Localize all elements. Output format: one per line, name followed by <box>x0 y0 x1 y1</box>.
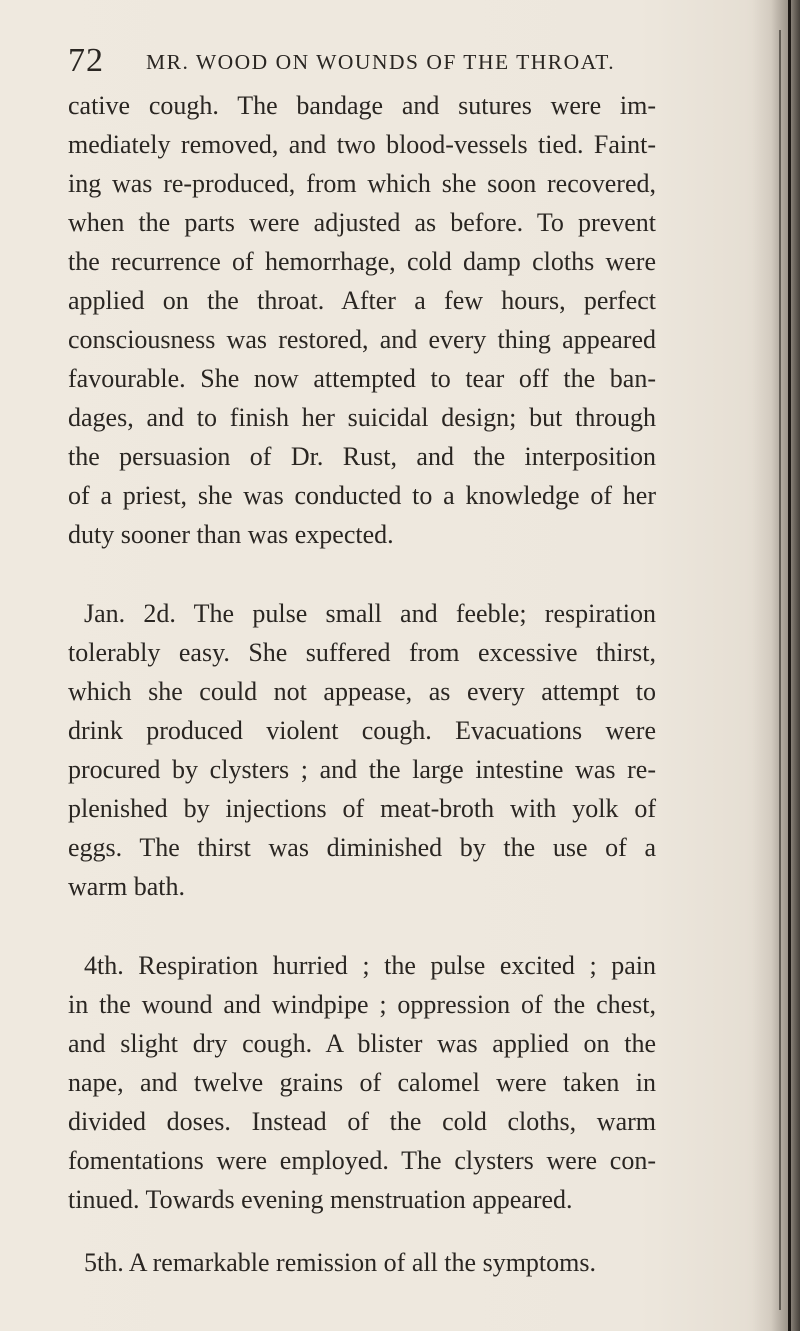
text-line: warm bath. <box>68 872 185 901</box>
paragraph-gap <box>68 906 656 946</box>
text-line: fomentations were employed. The clysters were con- <box>68 1146 656 1175</box>
text-line: tinued. Towards evening menstruation appeared. <box>68 1185 573 1214</box>
text-line: mediately removed, and two blood-vessels tied. Faint- <box>68 130 656 159</box>
text-line: tolerably easy. She suffered from excessive thirst, <box>68 638 656 667</box>
text-line: dages, and to finish her suicidal design; but through <box>68 403 656 432</box>
paragraph-5th <box>68 1243 656 1282</box>
paragraph-gap <box>68 1219 656 1243</box>
paragraph-continuation <box>68 86 656 554</box>
text-line: the recurrence of hemorrhage, cold damp cloths were <box>68 247 656 276</box>
spine-shadow <box>752 0 800 1331</box>
text-line: in the wound and windpipe ; oppression of the chest, <box>68 990 656 1019</box>
paragraph-jan-2d <box>68 594 656 906</box>
text-line: ing was re-produced, from which she soon recovered, <box>68 169 656 198</box>
text-line: drink produced violent cough. Evacuations were <box>68 716 656 745</box>
running-header <box>68 36 708 86</box>
text-line: favourable. She now attempted to tear off the ban- <box>68 364 656 393</box>
text-line: nape, and twelve grains of calomel were taken in <box>68 1068 656 1097</box>
text-line: duty sooner than was expected. <box>68 520 394 549</box>
text-line: and slight dry cough. A blister was applied on the <box>68 1029 656 1058</box>
text-line: 4th. Respiration hurried ; the pulse excited ; pain <box>84 951 656 980</box>
text-line: applied on the throat. After a few hours, perfect <box>68 286 656 315</box>
running-title: MR. WOOD ON WOUNDS OF THE THROAT. <box>146 50 616 74</box>
paragraph-gap <box>68 554 656 594</box>
text-line: cative cough. The bandage and sutures were im- <box>68 91 656 120</box>
spine-edge <box>779 30 781 1310</box>
text-line: of a priest, she was conducted to a knowledge of her <box>68 481 656 510</box>
text-line: divided doses. Instead of the cold cloths, warm <box>68 1107 656 1136</box>
binding-edge <box>788 0 791 1331</box>
page-number: 72 <box>68 42 104 79</box>
text-line: consciousness was restored, and every thing appeared <box>68 325 656 354</box>
text-line: Jan. 2d. The pulse small and feeble; respiration <box>84 599 656 628</box>
text-line: procured by clysters ; and the large intestine was re- <box>68 755 656 784</box>
text-line: plenished by injections of meat-broth with yolk of <box>68 794 656 823</box>
text-line: the persuasion of Dr. Rust, and the interposition <box>68 442 656 471</box>
text-line: eggs. The thirst was diminished by the use of a <box>68 833 656 862</box>
body-text <box>68 86 656 1282</box>
text-line: which she could not appease, as every attempt to <box>68 677 656 706</box>
text-line: 5th. A remarkable remission of all the symptoms. <box>84 1248 596 1277</box>
text-line: when the parts were adjusted as before. To prevent <box>68 208 656 237</box>
paragraph-4th <box>68 946 656 1219</box>
